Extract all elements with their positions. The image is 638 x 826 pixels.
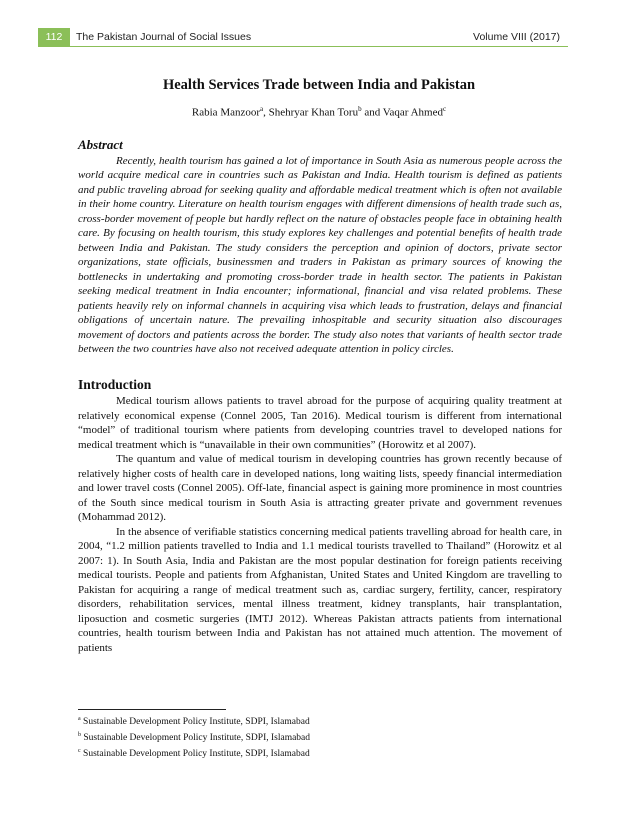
body-paragraph: Medical tourism allows patients to travel abroad for the purpose of acquiring quality treatment at relatively economical expense (Connel 2005, Tan 2016). Medical tourism is different from international “model” of traditional tourism where patients from developing countries travel to developed nations for medical treatment which is “unavailable in their own communities” (Horowitz et al 2007). [78, 395, 562, 451]
abstract-text: Recently, health tourism has gained a lot of importance in South Asia as numerous people across the world acquire medical care in countries such as Pakistan and India. Health tourism is defined as patients and public traveling abroad for seeking quality and affordable medical treatment which is often not available in their home country. Literature on health tourism engages with different dimensions of health trade such as, cross-border movement of people but hardly reflect on the nature of obstacles people face in obtaining health care. By focusing on health tourism, this study explores key challenges and potential benefits of health trade between India and Pakistan. The study considers the perception and opinion of doctors, private sector organizations, state officials, businessmen and traders in Pakistan as primary sources of knowing the bottlenecks in undertaking and promoting cross-border trade in health sector. The patients in Pakistan seeking medical treatment in India encounter; informational, financial and visa related problems. These patients heavily rely on informal channels in acquiring visa which leads to frustration, delays and financial obligations of uncertain nature. The prevailing inhospitable and security situation also discourages movement of doctors and patients across the border. The study also notes that variants of health sector trade between the two countries have also not received adequate attention in policy circles. [78, 154, 562, 355]
author-mark: c [442, 105, 447, 113]
abstract-heading: Abstract [78, 137, 123, 152]
body-paragraph: In the absence of verifiable statistics concerning medical patients travelling abroad for health care, in 2004, “1.2 million patients travelled to India and 1.1 medical tourists travelled to Thailand” (Horowitz et al 2007: 1). In South Asia, India and Pakistan are the most popular destination for foreign patients receiving medical tourists. People and patients from Afghanistan, United States and United Kingdom are travelling to Pakistan for acquiring a range of medical treatment such as, cardiac surgery, fertility, cancer, respiratory disorders, rehabilitation services, mental illness treatment, kidney transplants, hair transplantation, liposuction and cosmetic surgeries (IMTJ 2012). Whereas Pakistan attracts patients from international countries, health tourism between India and Pakistan has not attained much attention. The movement of patients [78, 525, 562, 654]
author-mark: b [358, 105, 362, 113]
footnote [78, 745, 562, 761]
author-conjunction: and [361, 106, 383, 119]
author-name: Rabia Manzoor [191, 106, 261, 119]
journal-name: The Pakistan Journal of Social Issues [76, 31, 252, 43]
paper-title: Health Services Trade between India and Pakistan [162, 77, 476, 93]
author-mark: a [260, 105, 264, 113]
author-name: Shehryar Khan Toru [268, 106, 359, 119]
footnote-mark: c [78, 748, 81, 755]
footnote [78, 713, 562, 729]
footnote [78, 729, 562, 745]
footnote-rule [78, 709, 226, 710]
header-rule [38, 46, 568, 47]
author-line [0, 105, 638, 119]
body-paragraph: The quantum and value of medical tourism in developing countries has grown recently because of relatively higher costs of health care in developed nations, long waiting lists, speedy financial intermediation and lower travel costs (Connel 2005). Off-late, financial aspect is gaining more prominence in most countries of the South since medical tourism in South Asia is attracting greater private and government revenues (Mohammad 2012). [78, 453, 562, 523]
footnote-text: Sustainable Development Policy Institute, SDPI, Islamabad [83, 717, 310, 728]
page-number: 112 [38, 28, 70, 46]
footnote-text: Sustainable Development Policy Institute, SDPI, Islamabad [83, 733, 311, 744]
author-separator: , [263, 106, 269, 119]
running-header [0, 28, 638, 46]
main-content [78, 138, 562, 655]
footnote-text: Sustainable Development Policy Institute, SDPI, Islamabad [83, 749, 310, 760]
footnote-mark: a [78, 716, 81, 722]
footnotes [78, 713, 562, 761]
volume-info: Volume VIII (2017) [473, 31, 560, 43]
introduction-heading: Introduction [78, 376, 152, 392]
author-name: Vaqar Ahmed [382, 106, 443, 119]
footnote-mark: b [78, 732, 81, 739]
